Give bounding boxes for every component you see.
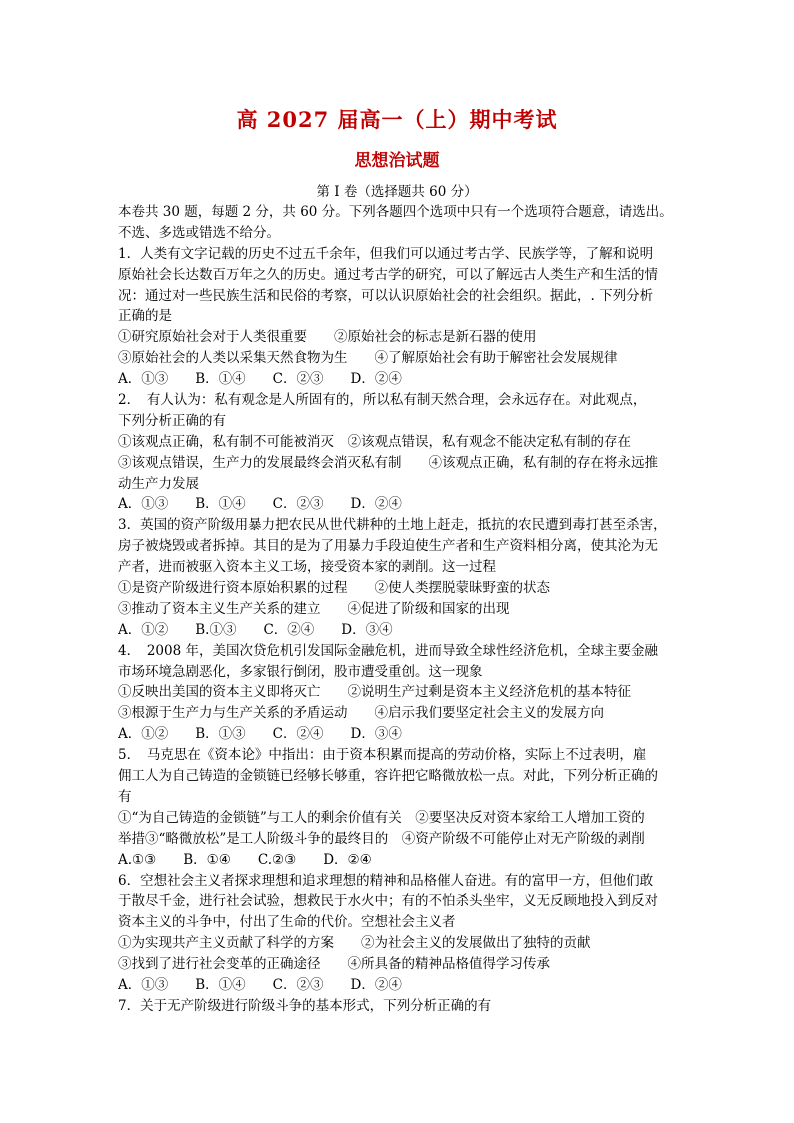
text-line: ①为实现共产主义贡献了科学的方案 ②为社会主义的发展做出了独特的贡献 — [118, 935, 591, 952]
exam-body — [118, 202, 690, 1017]
text-line: 资本主义的斗争中，付出了生命的代价。空想社会主义者 — [118, 914, 456, 931]
text-line: ①该观点正确，私有制不可能被消灭 ②该观点错误，私有观念不能决定私有制的存在 — [118, 433, 631, 450]
text-line: ③推动了资本主义生产关系的建立 ④促进了阶级和国家的出现 — [118, 600, 510, 617]
answer-options: A．①③ B．①④ C．②③ D．②④ — [118, 976, 402, 993]
text-line: 举措③“略微放松”是工人阶级斗争的最终目的 ④资产阶级不可能停止对无产阶级的剥削 — [118, 830, 645, 847]
text-line: 正确的是 — [118, 308, 172, 325]
exam-title: 高 2027 届高一（上）期中考试 — [236, 107, 558, 132]
text-line: ③原始社会的人类以采集天然食物为生 ④了解原始社会有助于解密社会发展规律 — [118, 350, 618, 367]
section-heading: 第 I 卷（选择题共 60 分） — [316, 184, 478, 200]
text-line: 6．空想社会主义者探求理想和追求理想的精神和品格催人奋进。有的富甲一方，但他们敢 — [118, 872, 654, 889]
text-line: 3．英国的资产阶级用暴力把农民从世代耕种的土地上赶走，抵抗的农民遭到毒打甚至杀害， — [118, 517, 667, 534]
text-line: ①“为自己铸造的金锁链”与工人的剩余价值有关 ②要坚决反对资本家给工人增加工资的 — [118, 809, 645, 826]
answer-options: A．①② B.①③ C．②④ D．③④ — [118, 621, 393, 638]
text-line: 1．人类有文字记载的历史不过五千余年，但我们可以通过考古学、民族学等，了解和说明 — [118, 245, 654, 262]
text-line: 原始社会长达数百万年之久的历史。通过考古学的研究，可以了解远古人类生产和生活的情 — [118, 266, 658, 283]
answer-options: A．①② B．①③ C．②④ D．③④ — [118, 726, 402, 743]
text-line: 况：通过对一些民族生活和民俗的考察，可以认识原始社会的社会组织。据此，. 下列分析 — [118, 287, 654, 304]
text-line: 市场环境急剧恶化，多家银行倒闭，股市遭受重创。这一现象 — [118, 663, 483, 680]
text-line: 动生产力发展 — [118, 475, 199, 492]
text-line: 2． 有人认为：私有观念是人所固有的，所以私有制天然合理，会永远存在。对此观点， — [118, 392, 647, 409]
text-line: 本卷共 30 题，每题 2 分，共 60 分。下列各题四个选项中只有一个选项符合题意，请选出。 — [118, 204, 673, 220]
text-line: 不选、多选或错选不给分。 — [118, 224, 280, 241]
text-line: 7．关于无产阶级进行阶级斗争的基本形式，下列分析正确的有 — [118, 997, 492, 1014]
text-line: 有 — [118, 788, 132, 805]
text-line: 房子被烧毁或者拆掉。其目的是为了用暴力手段迫使生产者和生产资料相分离，使其沦为无 — [118, 538, 658, 555]
text-line: 5． 马克思在《资本论》中指出：由于资本积累而提高的劳动价格，实际上不过表明，雇 — [118, 747, 647, 764]
text-line: ③该观点错误，生产力的发展最终会消灭私有制 ④该观点正确，私有制的存在将永远推 — [118, 454, 658, 471]
answer-options: A.①③ B．①④ C.②③ D．②④ — [118, 851, 372, 868]
text-line: 佣工人为自己铸造的金锁链已经够长够重，容许把它略微放松一点。对此，下列分析正确的 — [118, 768, 658, 785]
text-line: ①研究原始社会对于人类很重要 ②原始社会的标志是新石器的使用 — [118, 329, 537, 346]
text-line: ①反映出美国的资本主义即将灭亡 ②说明生产过剩是资本主义经济危机的基本特征 — [118, 684, 631, 701]
text-line: 下列分析正确的有 — [118, 412, 226, 429]
text-line: 4． 2008 年，美国次贷危机引发国际金融危机，进而导致全球性经济危机，全球主要金融 — [118, 642, 658, 659]
exam-subtitle: 思想治试题 — [354, 151, 440, 171]
text-line: 于散尽千金，进行社会试验，想救民于水火中；有的不怕杀头坐牢，义无反顾地投入到反对 — [118, 893, 658, 910]
text-line: 产者，进而被驱入资本主义工场，接受资本家的剥削。这一过程 — [118, 559, 496, 576]
answer-options: A．①③ B．①④ C．②③ D．②④ — [118, 496, 402, 513]
text-line: ①是资产阶级进行资本原始积累的过程 ②使人类摆脱蒙昧野蛮的状态 — [118, 580, 550, 597]
text-line: ③根源于生产力与生产关系的矛盾运动 ④启示我们要坚定社会主义的发展方向 — [118, 705, 604, 722]
text-line: ③找到了进行社会变革的正确途径 ④所具备的精神品格值得学习传承 — [118, 956, 550, 973]
answer-options: A．①③ B．①④ C．②③ D．②④ — [118, 371, 402, 388]
